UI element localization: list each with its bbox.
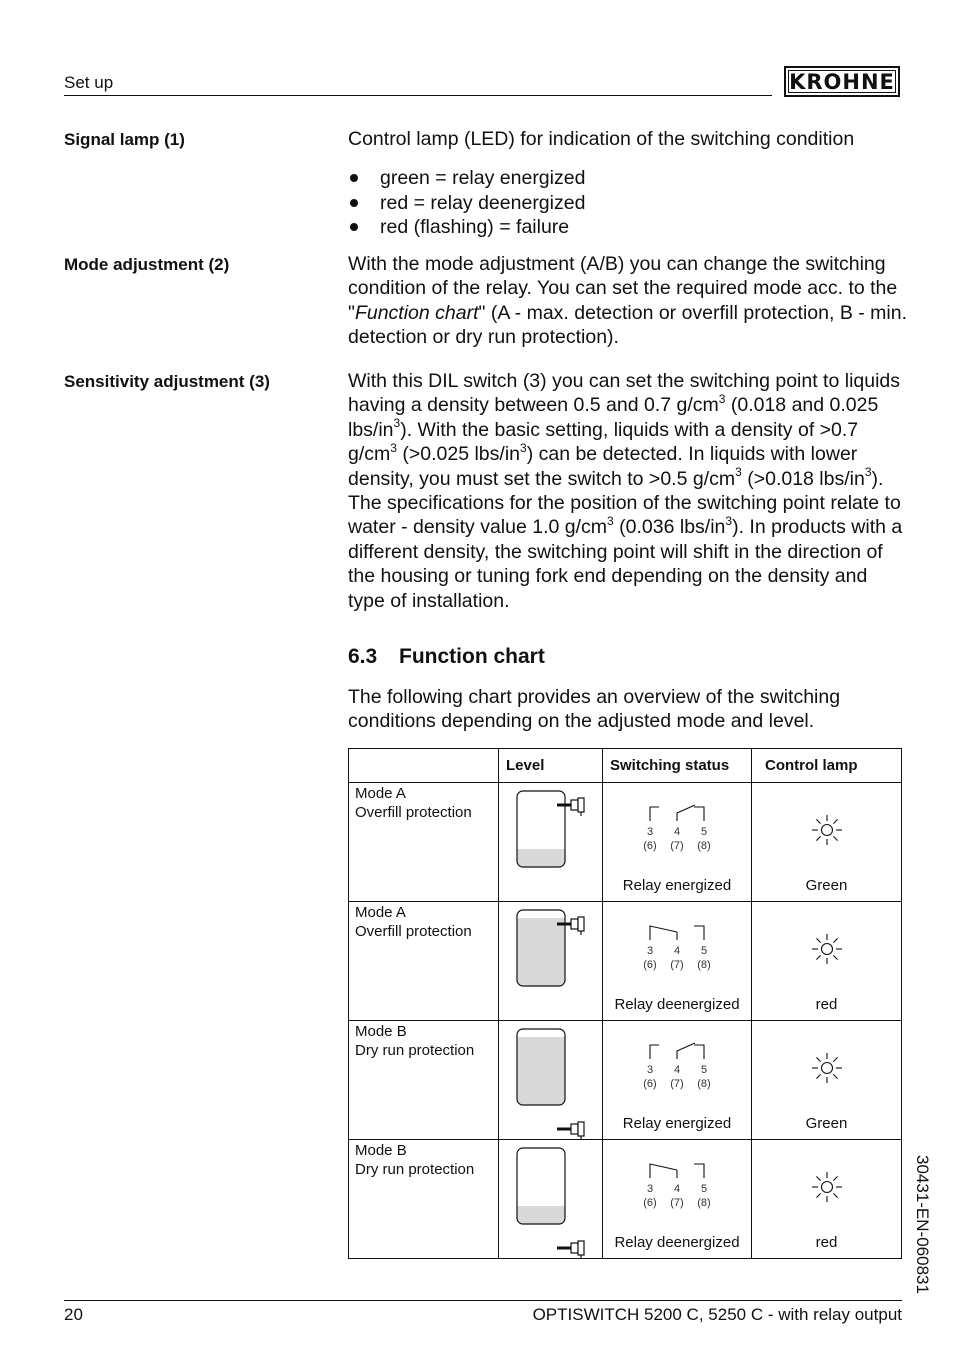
mode-text-part: " (A - max. detection or overfill protection, B - min. detection or dry run protection). [348,301,907,349]
terminal-number: 5 [700,1064,708,1076]
level-cell [499,783,603,902]
terminal-number: 5 [700,826,708,838]
contact-3 [650,1045,659,1059]
contact-3 [650,926,677,940]
terminal-alt-number: (8) [697,959,711,971]
contact-4 [677,805,695,821]
text-part: (>0.025 lbs/in [396,443,520,466]
mode-text [349,1140,498,1179]
header-level: Level [499,749,603,783]
text-part: With this DIL switch (3) you can set the switching point to liquids having a density between 0.5 and 0.7 g/cm [348,370,901,417]
text-part: ) can be detected. In liquids with lower density, you must set the switch to >0.5 g/cm [348,443,858,490]
footer-rule [64,1300,902,1301]
terminal-alt-number: (6) [643,1197,657,1209]
contact-4 [677,1043,695,1059]
superscript: 3 [725,513,733,528]
function-chart-reference: Function chart [354,301,479,324]
mode-label: Mode B [355,1142,407,1159]
terminal-alt-number: (8) [697,840,711,852]
signal-lamp-list [348,166,908,239]
sensitivity-adjustment-text [348,369,908,613]
mode-cell [349,1021,499,1140]
section-number: 6.3 [348,645,378,668]
terminal-number: 3 [646,1064,654,1076]
level-switch-icon [557,1122,584,1139]
control-lamp-cell [752,1140,902,1259]
terminal-alt-number: (7) [670,959,684,971]
mode-text [349,902,498,941]
text-part: (>0.018 lbs/in [741,467,865,490]
liquid-level [517,918,565,986]
text-part: ). With the basic setting, liquids with a density of >0.7 g/cm [348,418,859,466]
table-header-row [349,749,902,783]
contact-3 [650,1164,677,1178]
function-chart-table [348,748,902,1259]
section-heading [348,645,545,669]
terminal-alt-number: (7) [670,840,684,852]
signal-lamp-text [348,127,908,240]
lamp-color-text: red [815,1234,838,1251]
header-empty [349,749,499,783]
header-rule [64,95,772,96]
terminal-number: 3 [646,1183,654,1195]
section-title: Function chart [399,645,545,668]
text-part: ). The specifications for the position of the switching point relate to water - density value 1.0 g/cm [348,467,901,539]
level-switch-icon [557,1241,584,1258]
relay-status-text: Relay energized [622,1115,732,1132]
protection-label: Overfill protection [355,804,472,821]
relay-status-text: Relay deenergized [614,1234,740,1251]
superscript: 3 [735,465,742,480]
mode-text [349,783,498,822]
level-switch-icon [557,798,584,816]
switching-status-cell [603,783,752,902]
mode-label: Mode A [355,785,406,802]
footer-product: OPTISWITCH 5200 C, 5250 C - with relay output [532,1305,902,1324]
relay-status-text: Relay deenergized [614,996,740,1013]
table-row [349,1021,902,1140]
header-control-lamp: Control lamp [752,749,902,783]
contact-5 [694,926,704,940]
mode-label: Mode B [355,1023,407,1040]
document-code: 30431-EN-060831 [913,1155,932,1294]
table-row [349,783,902,902]
mode-text-part: With the mode adjustment (A/B) you can change the switching condition of the relay. You can set the required mode acc. to the " [348,253,898,324]
vessel-diagram [499,1021,603,1139]
mode-cell [349,783,499,902]
mode-cell [349,1140,499,1259]
terminal-alt-number: (8) [697,1078,711,1090]
terminal-number: 5 [700,1183,708,1195]
contact-5 [694,1164,704,1178]
protection-label: Dry run protection [355,1042,475,1059]
vessel-diagram [499,1140,603,1258]
lamp-color-text: Green [805,877,848,894]
terminal-alt-number: (8) [697,1197,711,1209]
function-chart-intro: The following chart provides an overview of the switching conditions depending on the adjusted mode and level. [348,686,841,733]
mode-text [349,1021,498,1060]
superscript: 3 [864,465,872,480]
level-cell [499,1021,603,1140]
terminal-alt-number: (6) [643,959,657,971]
switching-status-cell [603,902,752,1021]
list-item: red = relay deenergized [348,191,908,215]
header-switching-status: Switching status [603,749,752,783]
superscript: 3 [390,440,397,455]
liquid-level [517,1206,565,1224]
krohne-logo [784,66,900,97]
signal-lamp-label: Signal lamp (1) [64,130,185,149]
sensitivity-adjustment-label: Sensitivity adjustment (3) [64,372,270,391]
page-number: 20 [64,1305,83,1324]
terminal-number: 4 [673,826,681,838]
logo-text: KROHNE [789,69,895,94]
switching-status-cell [603,1021,752,1140]
lamp-color-text: Green [805,1115,848,1132]
terminal-alt-number: (7) [670,1197,684,1209]
terminal-number: 4 [673,1064,681,1076]
signal-lamp-intro: Control lamp (LED) for indication of the switching condition [348,128,855,150]
protection-label: Dry run protection [355,1161,475,1178]
terminal-alt-number: (6) [643,1078,657,1090]
liquid-level [517,1037,565,1105]
mode-label: Mode A [355,904,406,921]
contact-5 [694,807,704,821]
contact-3 [650,807,659,821]
terminal-alt-number: (7) [670,1078,684,1090]
text-part: ). In products with a different density, the switching point will shift in the direction of the housing or tuning fork end depending on the density and type of installation. [348,516,903,612]
terminal-number: 5 [700,945,708,957]
control-lamp-cell [752,783,902,902]
superscript: 3 [520,440,527,455]
level-cell [499,1140,603,1259]
text-part: (0.018 and 0.025 lbs/in [348,394,879,441]
list-item: green = relay energized [348,166,908,190]
liquid-level [517,849,565,867]
level-cell [499,902,603,1021]
switching-status-cell [603,1140,752,1259]
control-lamp-cell [752,902,902,1021]
contact-5 [694,1045,704,1059]
terminal-number: 3 [646,826,654,838]
terminal-number: 3 [646,945,654,957]
protection-label: Overfill protection [355,923,472,940]
lamp-color-text: red [815,996,838,1013]
superscript: 3 [393,416,401,431]
table-row [349,902,902,1021]
terminal-alt-number: (6) [643,840,657,852]
list-item: red (flashing) = failure [348,215,908,239]
mode-cell [349,902,499,1021]
vessel-diagram [499,902,603,1020]
mode-adjustment-text [348,252,908,350]
relay-status-text: Relay energized [622,877,732,894]
vessel-diagram [499,783,603,901]
text-part: (0.036 lbs/in [613,516,726,539]
mode-adjustment-label: Mode adjustment (2) [64,255,230,274]
superscript: 3 [718,391,726,406]
terminal-number: 4 [673,1183,681,1195]
header-section-title: Set up [64,73,114,92]
terminal-number: 4 [673,945,681,957]
control-lamp-cell [752,1021,902,1140]
table-row [349,1140,902,1259]
superscript: 3 [607,513,614,528]
